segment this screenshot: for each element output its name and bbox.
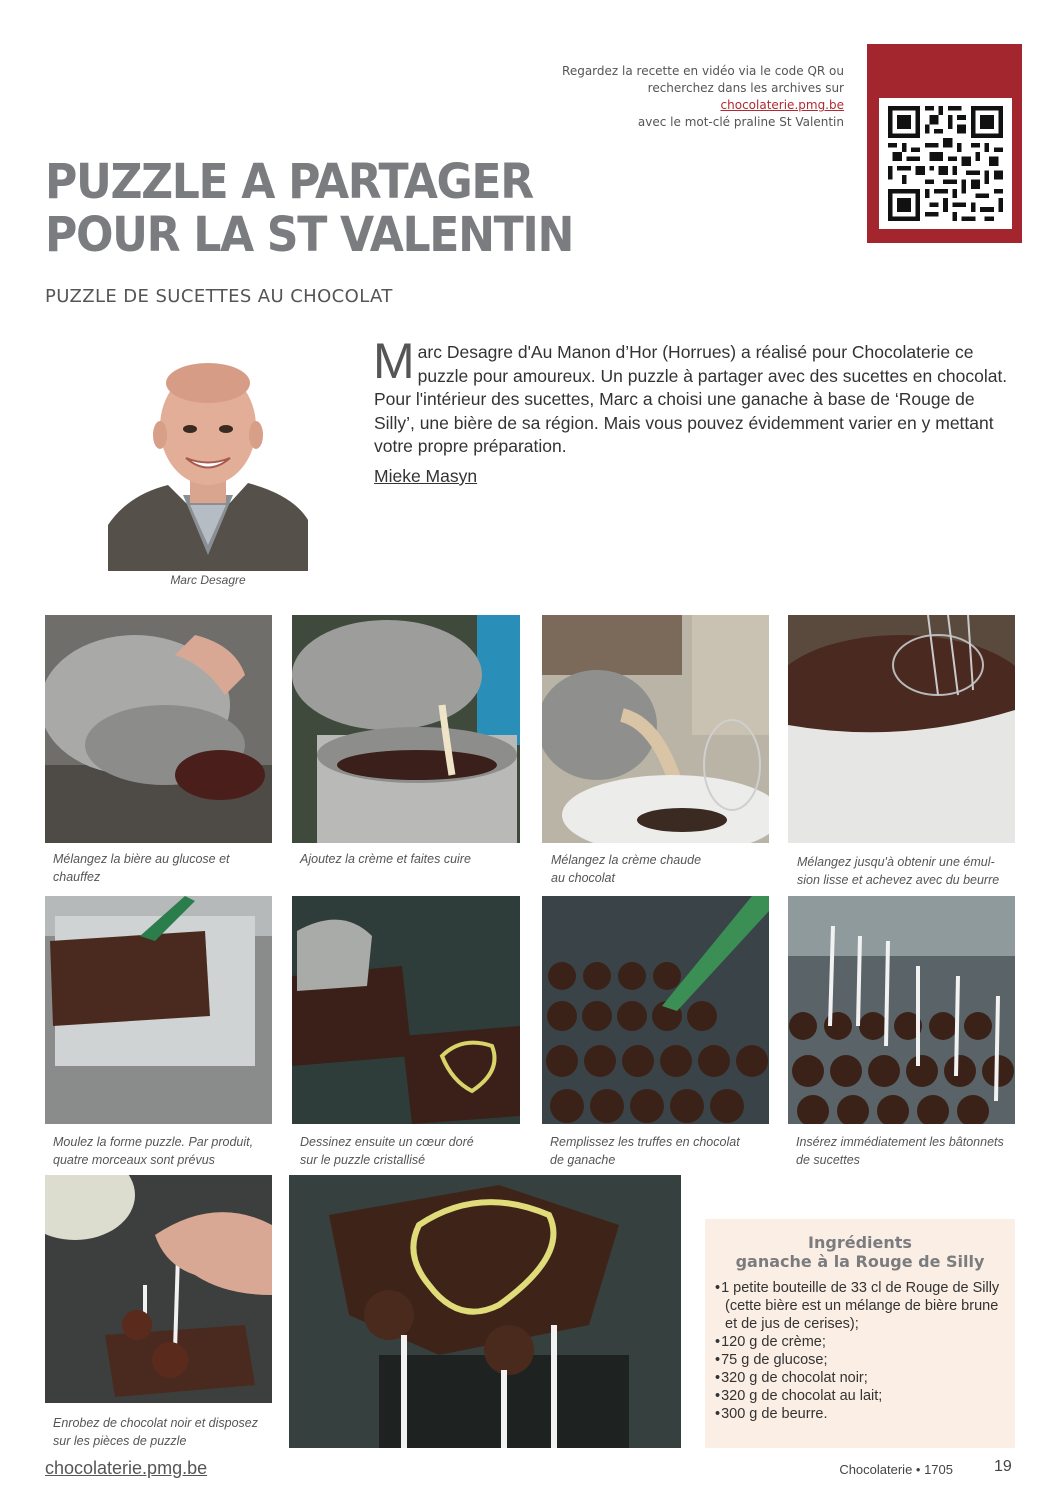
step-6-caption: [300, 1133, 520, 1169]
caption-line: sur le puzzle cristallisé: [300, 1153, 426, 1167]
portrait-caption: Marc Desagre: [170, 573, 246, 587]
ingredient-item: • 75 g de glucose;: [715, 1351, 1005, 1369]
caption-line: Mélangez jusqu'à obtenir une émul-: [797, 855, 995, 869]
step-3-caption: [551, 851, 771, 887]
ingredient-item: • 300 g de beurre.: [715, 1405, 1005, 1423]
intro-text: arc Desagre d'Au Manon d’Hor (Horrues) a réalisé pour Chocolaterie ce puzzle pour amoureux. Un puzzle à partager avec des sucettes en chocolat. Pour l'intérieur des sucettes, Marc a choisi une ganache à base de ‘Rouge de Silly’, une bière de sa région. Mais vous pouvez évidemment varier en y mettant votre propre préparation.: [374, 342, 1008, 456]
step-1-caption: [53, 850, 273, 886]
footer-site-link[interactable]: chocolaterie.pmg.be: [45, 1458, 208, 1478]
qr-instructions: [524, 63, 844, 131]
ingredients-list: [715, 1279, 1005, 1423]
author-link[interactable]: Mieke Masyn: [374, 466, 478, 486]
qr-code-icon[interactable]: [879, 98, 1012, 229]
caption-line: sur les pièces de puzzle: [53, 1434, 187, 1448]
footer-issue: Chocolaterie • 1705: [839, 1462, 953, 1477]
caption-line: Ajoutez la crème et faites cuire: [300, 852, 471, 866]
portrait-photo: [108, 355, 308, 571]
caption-line: de sucettes: [796, 1153, 860, 1167]
caption-line: Dessinez ensuite un cœur doré: [300, 1135, 474, 1149]
drop-cap: M: [373, 333, 415, 389]
qr-line-1: Regardez la recette en vidéo via le code QR ou: [562, 64, 844, 78]
step-7-photo: [542, 896, 769, 1124]
ingredients-box: [705, 1219, 1015, 1448]
step-3-photo: [542, 615, 769, 843]
step-9-photo: [45, 1175, 272, 1403]
qr-line-4: avec le mot-clé praline St Valentin: [637, 115, 844, 129]
page-number: 19: [994, 1458, 1012, 1475]
ingredients-title-line-2: ganache à la Rouge de Silly: [735, 1252, 985, 1271]
qr-line-2: recherchez dans les archives sur: [647, 81, 844, 95]
step-7-caption: [550, 1133, 770, 1169]
caption-line: sion lisse et achevez avec du beurre: [797, 873, 1000, 887]
ingredient-item: • 120 g de crème;: [715, 1333, 1005, 1351]
intro-paragraph: [373, 333, 1014, 459]
caption-line: Insérez immédiatement les bâtonnets: [796, 1135, 1004, 1149]
page-subtitle: PUZZLE DE SUCETTES AU CHOCOLAT: [45, 286, 393, 307]
ingredient-item: • 1 petite bouteille de 33 cl de Rouge de Silly (cette bière est un mélange de bière brune et de jus de cerises);: [715, 1279, 1005, 1333]
step-9-caption: [53, 1414, 273, 1450]
caption-line: Moulez la forme puzzle. Par produit,: [53, 1135, 254, 1149]
caption-line: de ganache: [550, 1153, 616, 1167]
step-4-caption: [797, 853, 1017, 889]
caption-line: au chocolat: [551, 871, 615, 885]
caption-line: Enrobez de chocolat noir et disposez: [53, 1416, 258, 1430]
step-5-caption: [53, 1133, 273, 1169]
step-8-photo: [788, 896, 1015, 1124]
step-5-photo: [45, 896, 272, 1124]
step-6-photo: [292, 896, 520, 1124]
ingredients-title-line-1: Ingrédients: [808, 1233, 912, 1252]
step-1-photo: [45, 615, 272, 843]
caption-line: Mélangez la bière au glucose et: [53, 852, 230, 866]
ingredients-title: [715, 1233, 1005, 1271]
ingredient-item: • 320 g de chocolat noir;: [715, 1369, 1005, 1387]
caption-line: Remplissez les truffes en chocolat: [550, 1135, 740, 1149]
step-4-photo: [788, 615, 1015, 843]
finished-puzzle-photo: [289, 1175, 681, 1448]
title-line-2: POUR LA ST VALENTIN: [45, 207, 574, 263]
step-2-caption: [300, 850, 520, 868]
caption-line: chauffez: [53, 870, 101, 884]
step-8-caption: [796, 1133, 1016, 1169]
caption-line: Mélangez la crème chaude: [551, 853, 702, 867]
ingredient-item: • 320 g de chocolat au lait;: [715, 1387, 1005, 1405]
archive-link[interactable]: chocolaterie.pmg.be: [720, 98, 844, 112]
title-line-1: PUZZLE A PARTAGER: [45, 154, 533, 210]
caption-line: quatre morceaux sont prévus: [53, 1153, 215, 1167]
step-2-photo: [292, 615, 520, 843]
page-title: [45, 156, 573, 262]
